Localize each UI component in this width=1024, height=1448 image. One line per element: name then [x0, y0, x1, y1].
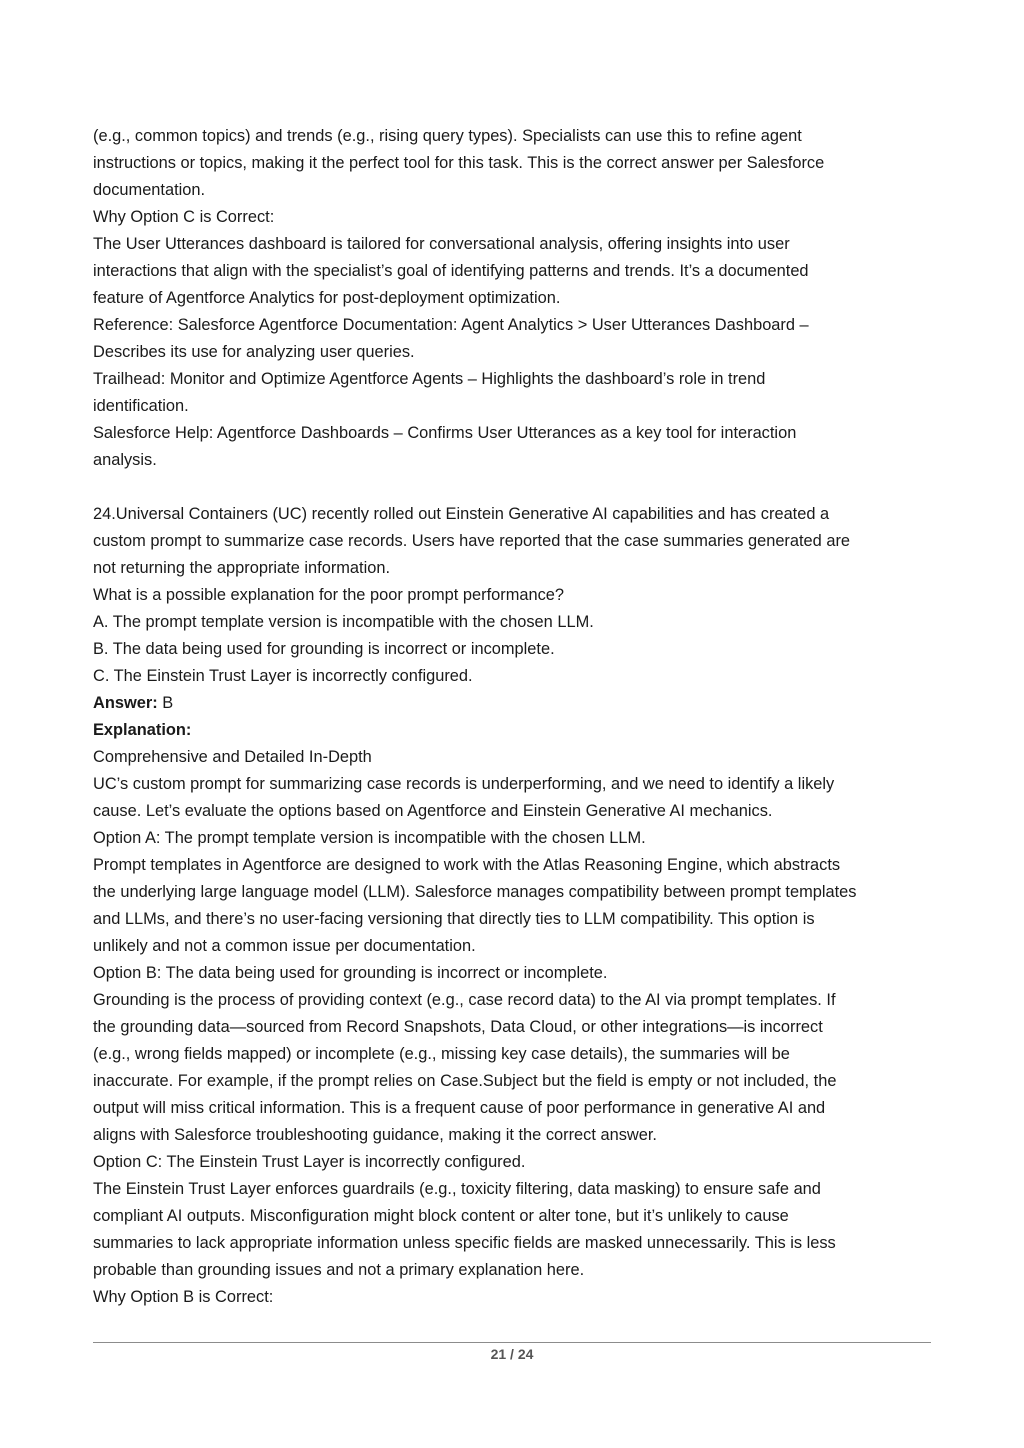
text-line: Trailhead: Monitor and Optimize Agentforce Agents – Highlights the dashboard’s role in trend [93, 370, 766, 388]
text-line: unlikely and not a common issue per documentation. [93, 937, 476, 955]
paragraph-spacer [93, 474, 938, 501]
text-line: analysis. [93, 451, 157, 469]
text-line: Describes its use for analyzing user queries. [93, 343, 415, 361]
text-line: Option A: The prompt template version is incompatible with the chosen LLM. [93, 829, 646, 847]
text-line: (e.g., wrong fields mapped) or incomplete (e.g., missing key case details), the summaries will be [93, 1045, 790, 1063]
explanation-heading: Explanation: [93, 721, 192, 739]
question-text-line: custom prompt to summarize case records. Users have reported that the case summaries generated are [93, 532, 851, 550]
text-line: identification. [93, 397, 189, 415]
text-line: the grounding data—sourced from Record Snapshots, Data Cloud, or other integrations—is incorrect [93, 1018, 823, 1036]
question-text-line: 24.Universal Containers (UC) recently rolled out Einstein Generative AI capabilities and has created a [93, 505, 830, 523]
document-page [93, 123, 938, 1311]
page-separator: / [506, 1346, 518, 1362]
question-section [93, 501, 938, 744]
text-line: Reference: Salesforce Agentforce Documentation: Agent Analytics > User Utterances Dashboard – [93, 316, 809, 334]
answer-label: Answer: [93, 694, 158, 712]
answer-option-a: A. The prompt template version is incompatible with the chosen LLM. [93, 613, 594, 631]
text-line: Why Option B is Correct: [93, 1288, 274, 1306]
text-line: Salesforce Help: Agentforce Dashboards – Confirms User Utterances as a key tool for interaction [93, 424, 797, 442]
text-line: Prompt templates in Agentforce are designed to work with the Atlas Reasoning Engine, which abstracts [93, 856, 841, 874]
text-line: The Einstein Trust Layer enforces guardrails (e.g., toxicity filtering, data masking) to ensure safe and [93, 1180, 821, 1198]
text-line: inaccurate. For example, if the prompt relies on Case.Subject but the field is empty or not included, the [93, 1072, 837, 1090]
footer-divider [93, 1342, 931, 1343]
text-line: compliant AI outputs. Misconfiguration might block content or alter tone, but it’s unlikely to cause [93, 1207, 789, 1225]
text-line: UC’s custom prompt for summarizing case records is underperforming, and we need to identify a likely [93, 775, 835, 793]
text-line: summaries to lack appropriate information unless specific fields are masked unnecessarily. This is less [93, 1234, 836, 1252]
intro-section [93, 123, 938, 474]
page-number [0, 1346, 1024, 1362]
text-line: Grounding is the process of providing context (e.g., case record data) to the AI via prompt templates. If [93, 991, 836, 1009]
question-text-line: What is a possible explanation for the poor prompt performance? [93, 586, 565, 604]
current-page: 21 [490, 1346, 507, 1362]
text-line: Option C: The Einstein Trust Layer is incorrectly configured. [93, 1153, 526, 1171]
text-line: output will miss critical information. This is a frequent cause of poor performance in generative AI and [93, 1099, 826, 1117]
answer-value: B [157, 694, 174, 712]
text-line: (e.g., common topics) and trends (e.g., rising query types). Specialists can use this to refine agent [93, 127, 802, 145]
text-line: Comprehensive and Detailed In-Depth [93, 748, 372, 766]
answer-option-b: B. The data being used for grounding is incorrect or incomplete. [93, 640, 555, 658]
text-line: and LLMs, and there’s no user-facing versioning that directly ties to LLM compatibility. This option is [93, 910, 815, 928]
text-line: documentation. [93, 181, 206, 199]
text-line: probable than grounding issues and not a primary explanation here. [93, 1261, 585, 1279]
text-line: feature of Agentforce Analytics for post-deployment optimization. [93, 289, 561, 307]
text-line: Why Option C is Correct: [93, 208, 275, 226]
text-line: instructions or topics, making it the perfect tool for this task. This is the correct answer per Salesforce [93, 154, 825, 172]
text-line: interactions that align with the specialist’s goal of identifying patterns and trends. It’s a documented [93, 262, 809, 280]
explanation-section [93, 744, 938, 1311]
text-line: the underlying large language model (LLM). Salesforce manages compatibility between prompt templates [93, 883, 857, 901]
text-line: cause. Let’s evaluate the options based on Agentforce and Einstein Generative AI mechanics. [93, 802, 773, 820]
text-line: aligns with Salesforce troubleshooting guidance, making it the correct answer. [93, 1126, 657, 1144]
total-pages: 24 [517, 1346, 534, 1362]
answer-line [93, 690, 938, 717]
text-line: The User Utterances dashboard is tailored for conversational analysis, offering insights into user [93, 235, 790, 253]
answer-option-c: C. The Einstein Trust Layer is incorrectly configured. [93, 667, 473, 685]
question-text-line: not returning the appropriate information. [93, 559, 391, 577]
text-line: Option B: The data being used for grounding is incorrect or incomplete. [93, 964, 608, 982]
